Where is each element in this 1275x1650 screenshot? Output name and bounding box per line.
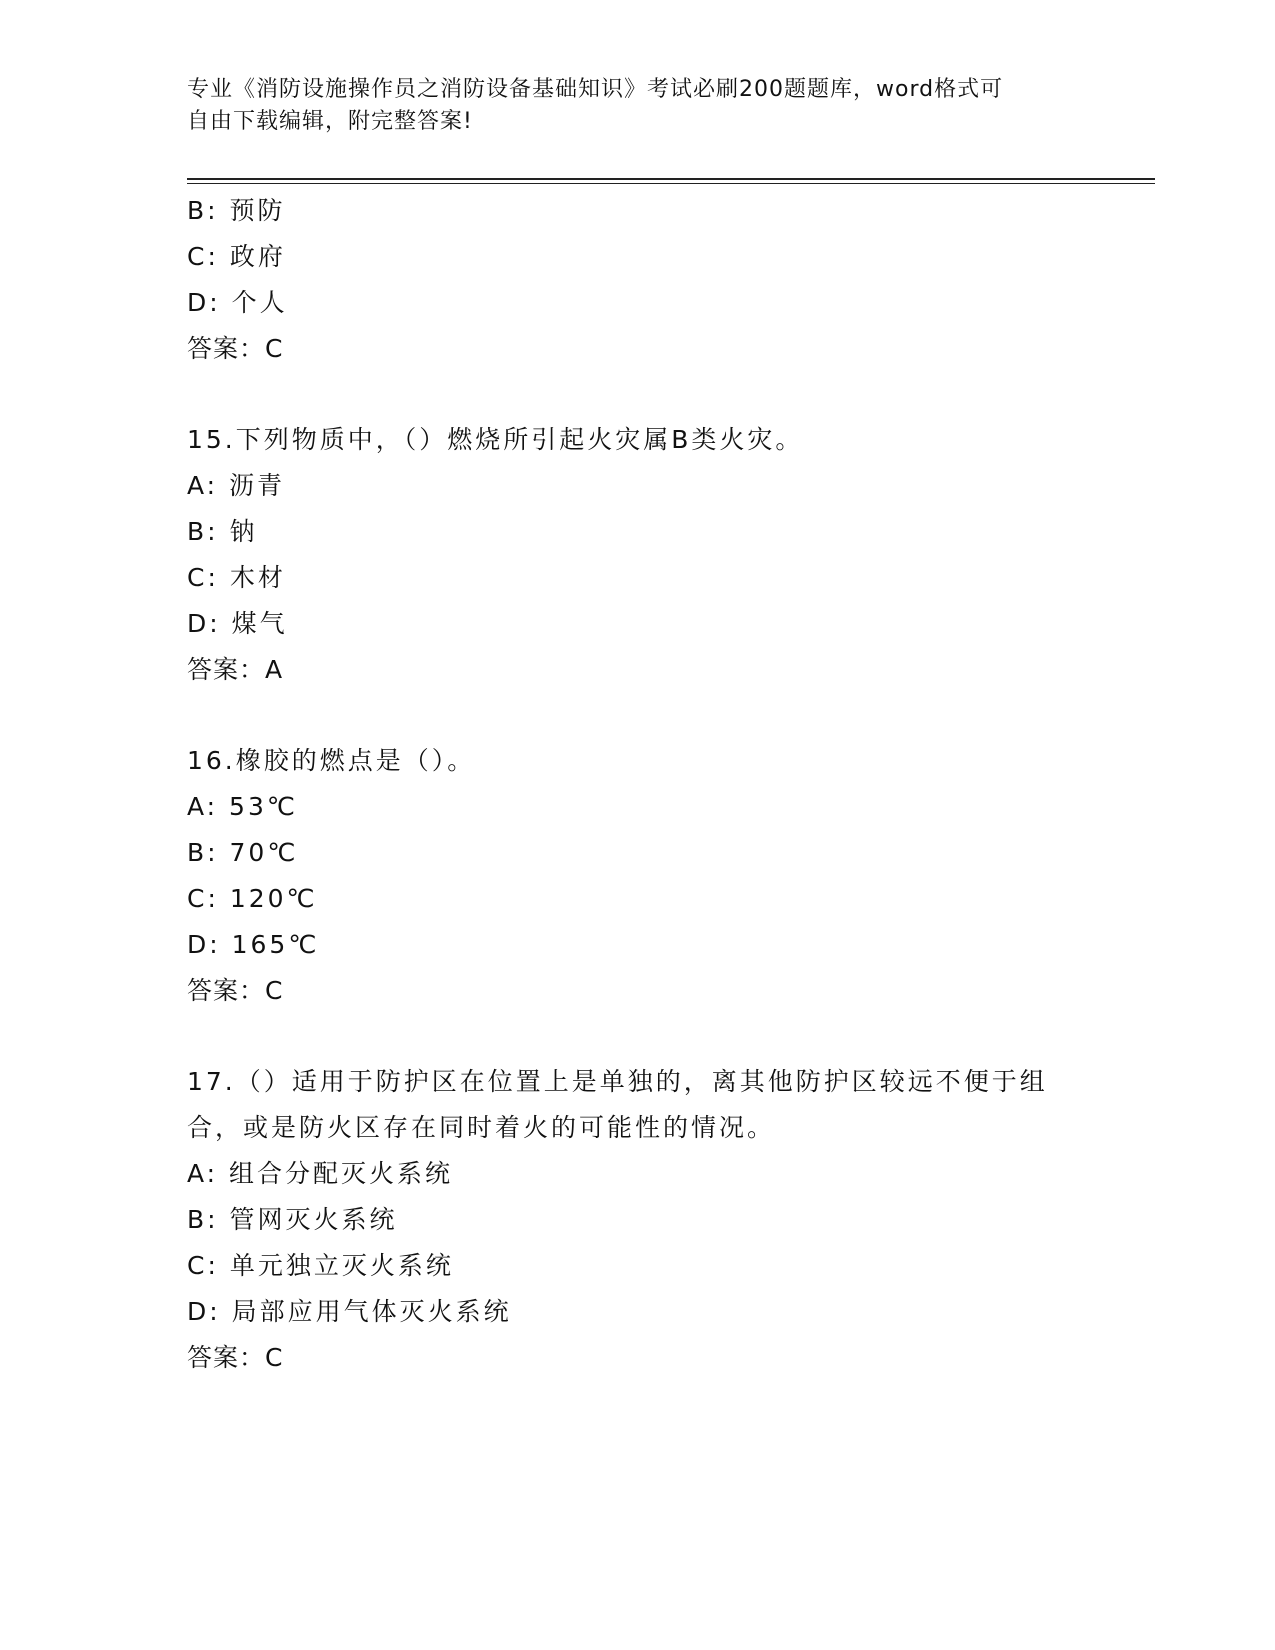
header-line-2: 自由下载编辑，附完整答案! — [187, 109, 473, 134]
option-d: D: 个人 — [187, 288, 288, 317]
spacer — [187, 1014, 1087, 1059]
option-b: B: 预防 — [187, 196, 286, 225]
answer-line: 答案：A — [187, 655, 284, 684]
header-line-1: 专业《消防设施操作员之消防设备基础知识》考试必刷200题题库，word格式可 — [187, 77, 1004, 102]
option-c: C: 120℃ — [187, 884, 318, 913]
option-d: D: 165℃ — [187, 930, 320, 959]
answer-line: 答案：C — [187, 1343, 284, 1372]
option-c: C: 政府 — [187, 242, 286, 271]
spacer — [187, 693, 1087, 738]
document-header — [187, 74, 1087, 138]
option-b: B: 70℃ — [187, 838, 299, 867]
question-stem-line-2: 合，或是防火区存在同时着火的可能性的情况。 — [187, 1113, 776, 1142]
option-a: A: 53℃ — [187, 792, 298, 821]
question-15 — [187, 417, 1087, 693]
option-d: D: 煤气 — [187, 609, 288, 638]
option-d: D: 局部应用气体灭火系统 — [187, 1297, 512, 1326]
option-b: B: 钠 — [187, 517, 258, 546]
question-16 — [187, 738, 1087, 1014]
spacer — [187, 372, 1087, 417]
question-14 — [187, 188, 1087, 372]
question-stem-line-1: 17.（）适用于防护区在位置上是单独的，离其他防护区较远不便于组 — [187, 1067, 1048, 1096]
question-stem: 16.橡胶的燃点是（）。 — [187, 746, 476, 775]
option-a: A: 组合分配灭火系统 — [187, 1159, 454, 1188]
answer-line: 答案：C — [187, 976, 284, 1005]
question-list — [187, 188, 1087, 1381]
option-b: B: 管网灭火系统 — [187, 1205, 398, 1234]
question-17 — [187, 1059, 1087, 1381]
option-a: A: 沥青 — [187, 471, 286, 500]
header-divider-thin — [187, 183, 1155, 184]
option-c: C: 木材 — [187, 563, 286, 592]
question-stem: 15.下列物质中，（）燃烧所引起火灾属B类火灾。 — [187, 425, 804, 454]
header-divider-thick — [187, 178, 1155, 180]
option-c: C: 单元独立灭火系统 — [187, 1251, 454, 1280]
answer-line: 答案：C — [187, 334, 284, 363]
